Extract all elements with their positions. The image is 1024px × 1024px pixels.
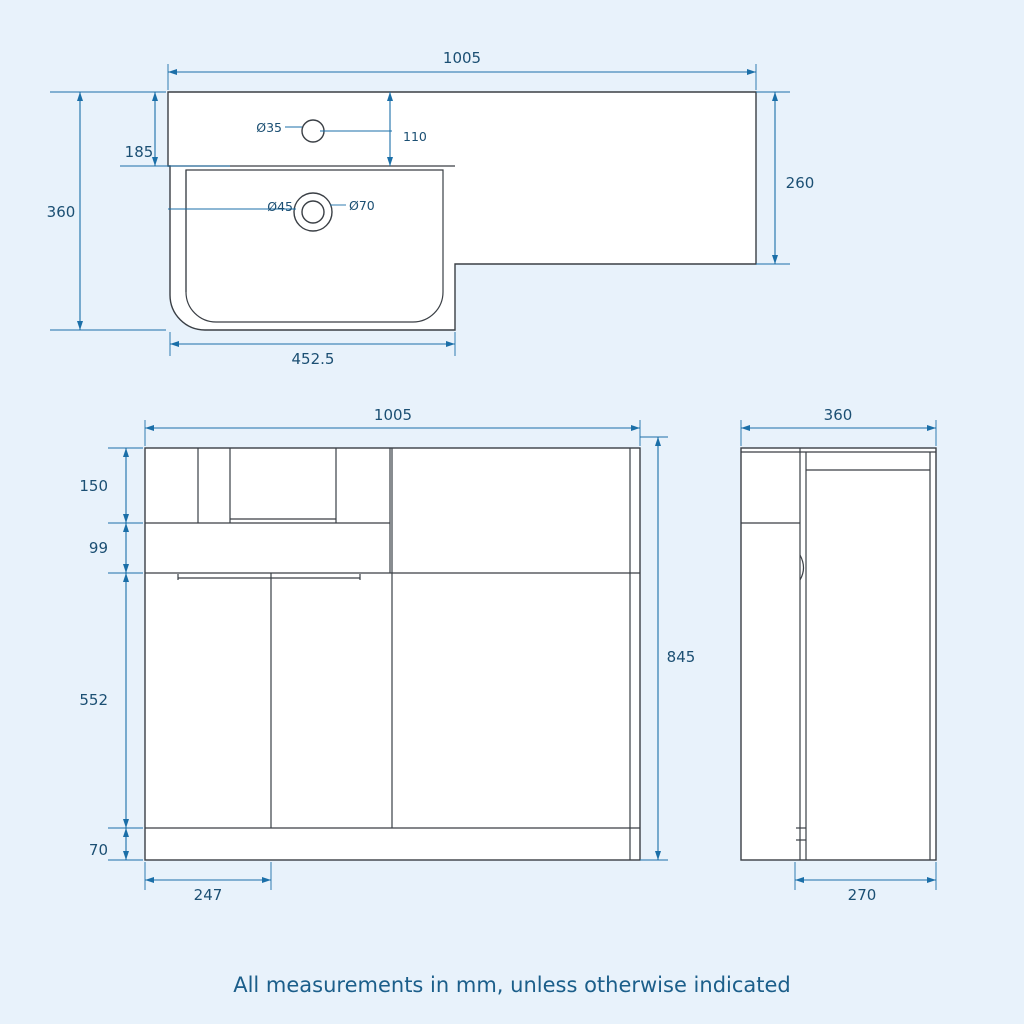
side-view-geometry: [741, 448, 936, 860]
front-top-band-label: 150: [79, 477, 108, 495]
tap-hole-diameter-label: Ø35: [256, 120, 282, 135]
top-overall-width-label: 1005: [442, 49, 482, 67]
front-door-width-label: 247: [193, 886, 223, 904]
front-door-band-label: 552: [79, 691, 108, 709]
front-drawer-band-label: 99: [88, 539, 108, 557]
waste-outer-diameter-label: Ø70: [349, 198, 375, 213]
top-back-strip-depth-label: 185: [124, 143, 154, 161]
top-overall-depth-label: 360: [46, 203, 76, 221]
top-right-section-depth-label: 260: [785, 174, 815, 192]
measurement-footnote: All measurements in mm, unless otherwise indicated: [233, 973, 791, 997]
front-view-geometry: [145, 448, 640, 860]
front-plinth-band-label: 70: [88, 841, 108, 859]
top-basin-width-label: 452.5: [291, 350, 335, 368]
side-overall-depth-label: 360: [823, 406, 853, 424]
waste-inner-diameter-label: Ø45: [267, 199, 293, 214]
side-cabinet-depth-label: 270: [847, 886, 877, 904]
front-overall-height-label: 845: [666, 648, 696, 666]
top-tap-hole-offset-label: 110: [403, 129, 427, 144]
front-overall-width-label: 1005: [373, 406, 413, 424]
